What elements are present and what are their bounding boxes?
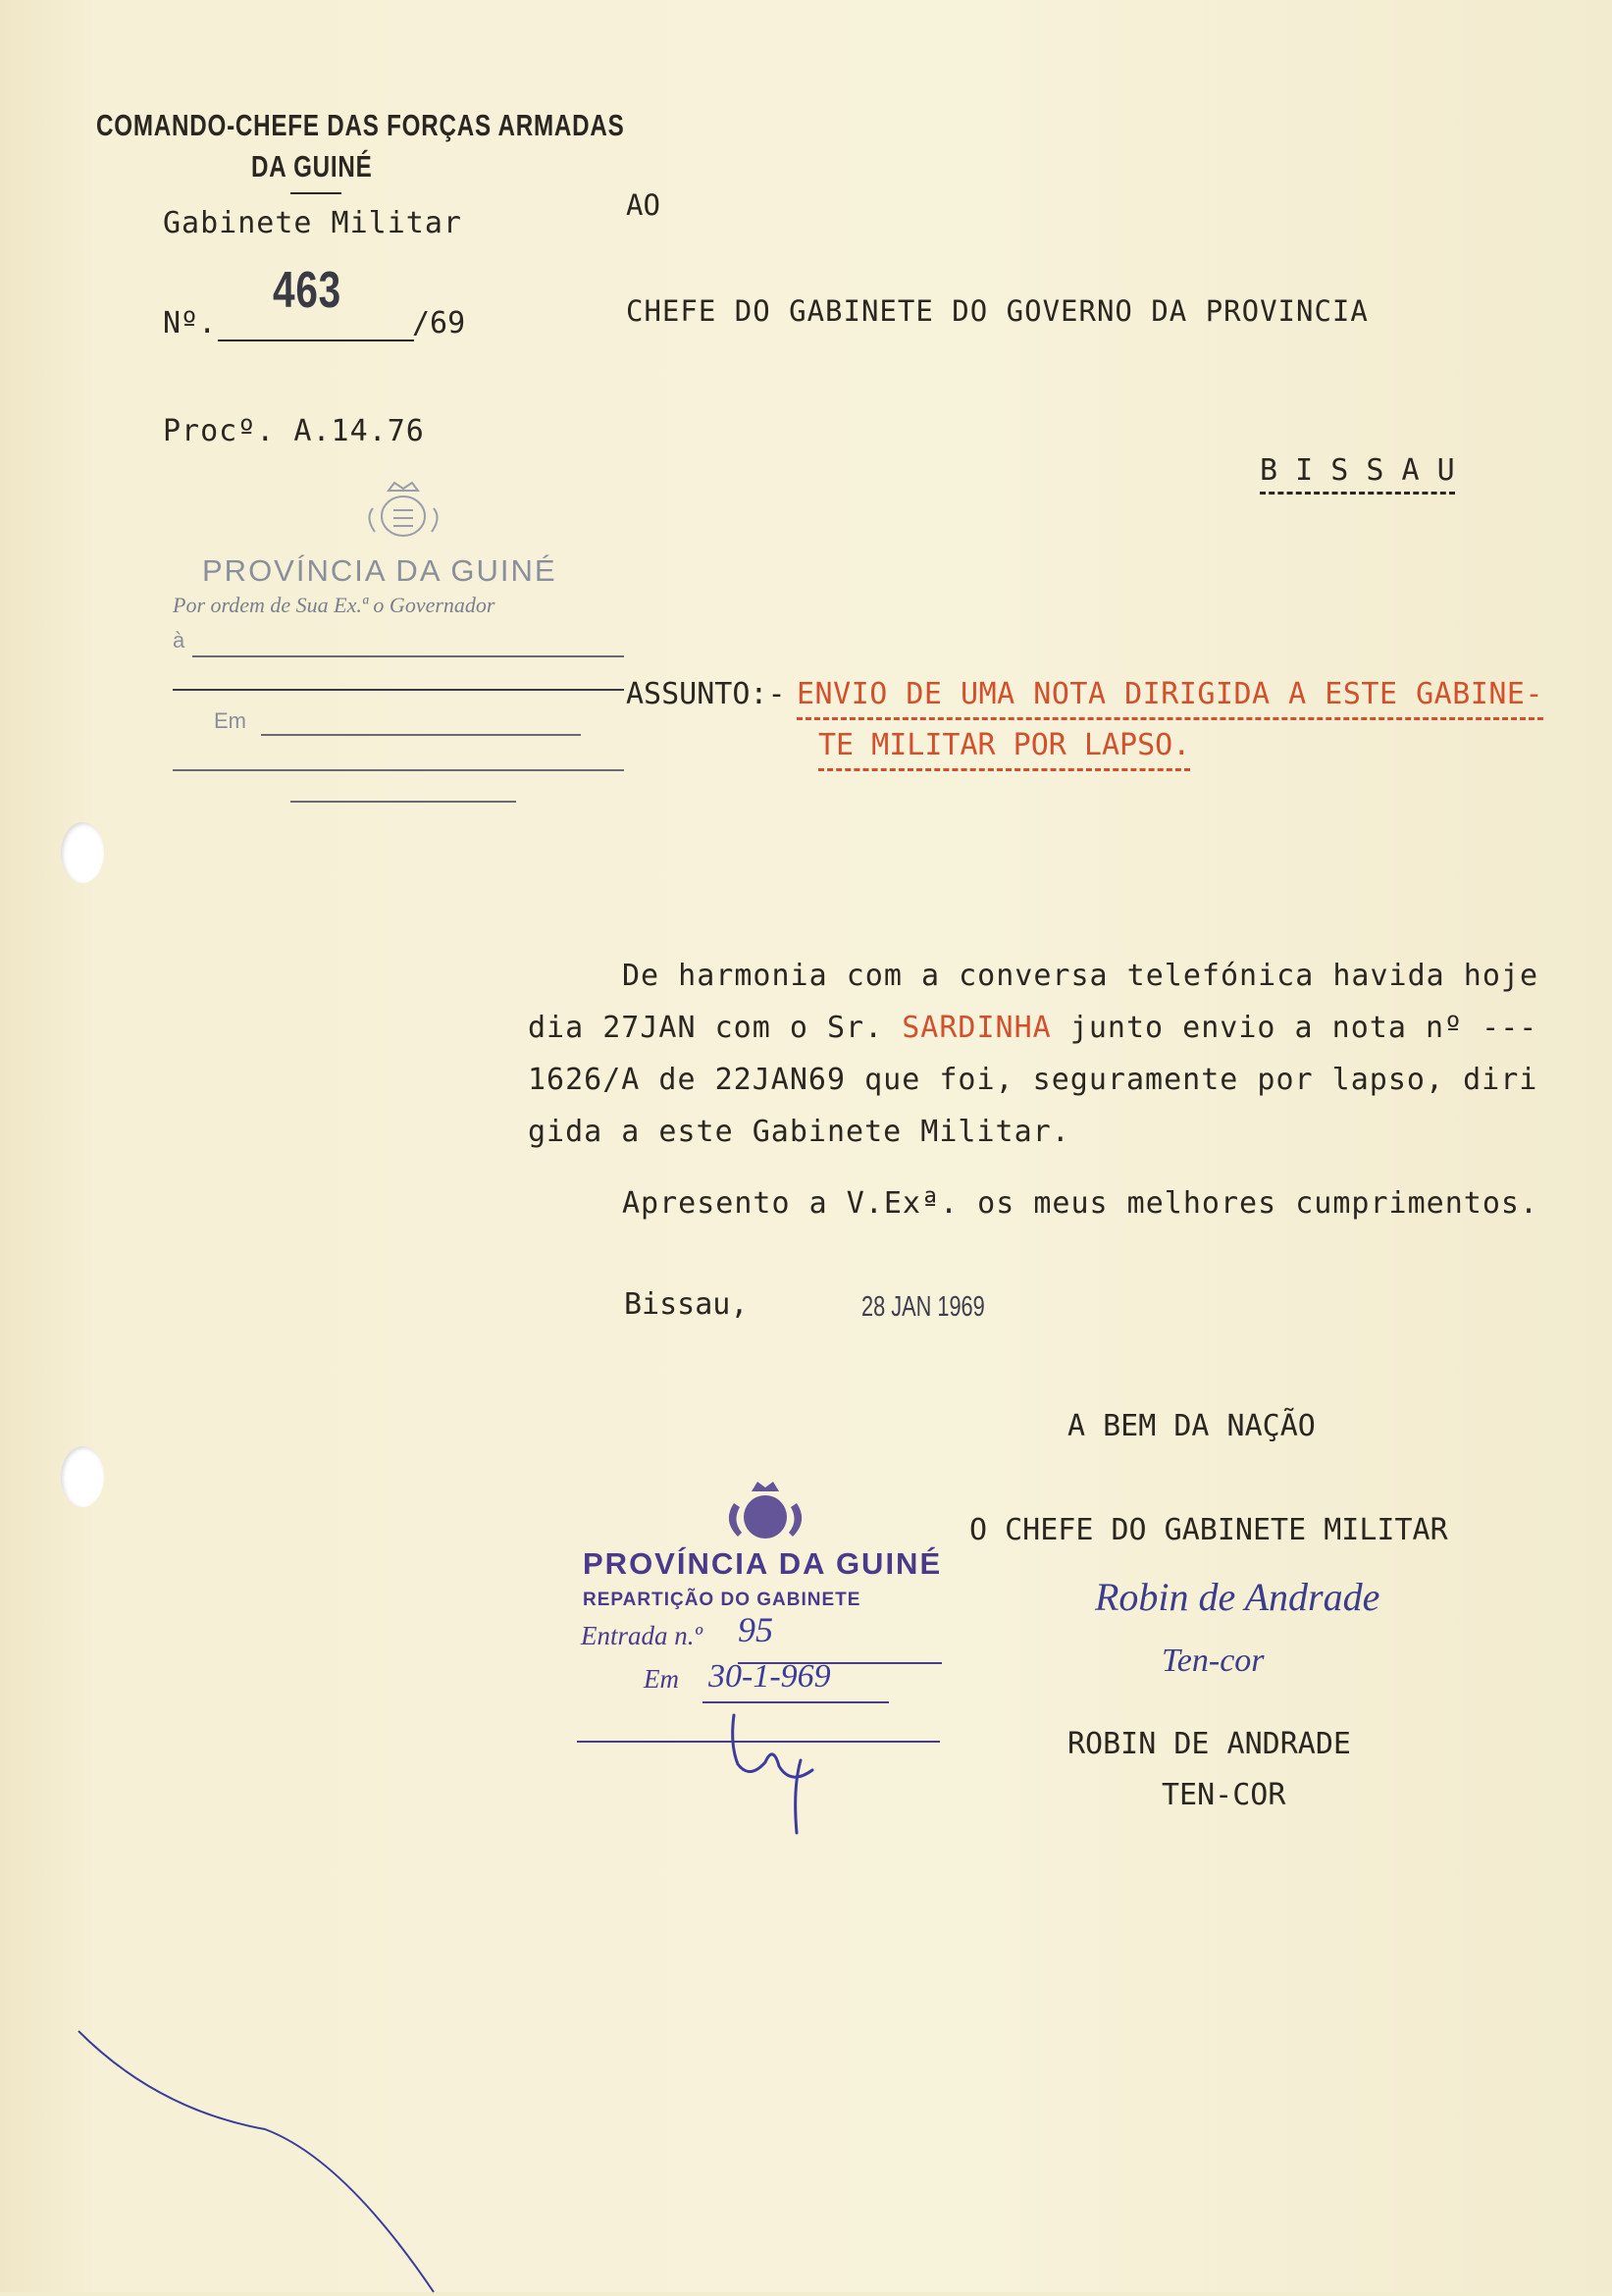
signature: Robin de Andrade [1095,1575,1380,1619]
subject-line-2: TE MILITAR POR LAPSO. [818,728,1190,771]
recipient-city: B I S S A U [1260,453,1455,495]
closing-role: O CHEFE DO GABINETE MILITAR [969,1513,1448,1547]
pen-stroke-mark [69,2021,442,2296]
stamp-initials-scribble [710,1705,848,1843]
subject-line-1: ENVIO DE UMA NOTA DIRIGIDA A ESTE GABINE- [797,677,1543,720]
punch-hole-bottom [61,1446,104,1507]
body-line-2a: dia 27JAN com o Sr. [528,1011,903,1045]
stamp-line-2 [173,689,624,691]
stamp-em-value: 30-1-969 [708,1658,831,1695]
date-stamp: 28 JAN 1969 [861,1291,985,1323]
stamp-entrada-label: Entrada n.º [581,1621,702,1650]
stamp-top-a-label: à [173,628,185,652]
process-number: Procº. A.14.76 [163,414,425,448]
signer-rank: TEN-COR [1162,1778,1286,1812]
recipient-title: CHEFE DO GABINETE DO GOVERNO DA PROVINCIA [626,294,1369,328]
stamp-line-4 [173,769,624,771]
subject-label: ASSUNTO:- [626,677,786,711]
person-name: SARDINHA [902,1011,1052,1045]
stamp-em-line [702,1701,889,1703]
stamp-entrada-value: 95 [738,1610,773,1649]
stamp-top-em-label: Em [214,708,246,733]
body-paragraph-2: Apresento a V.Exª. os meus melhores cumprimentos. [622,1186,1539,1221]
org-line-2: DA GUINÉ [251,149,373,183]
closing-motto: A BEM DA NAÇÃO [1067,1409,1316,1443]
body-line-3: 1626/A de 22JAN69 que foi, seguramente por lapso, diri [528,1063,1538,1097]
coat-of-arms-purple-icon [718,1478,812,1548]
office-label: Gabinete Militar [163,206,462,240]
date-place: Bissau, [624,1287,749,1322]
stamp-line-1 [192,655,624,657]
stamp-line-3 [261,734,581,736]
body-line-1: De harmonia com a conversa telefónica havida hoje [622,959,1539,993]
coat-of-arms-icon [359,479,447,546]
punch-hole-top [61,822,104,883]
stamp-top-line: Por ordem de Sua Ex.ª o Governador [173,593,495,617]
body-line-2 [528,1002,1537,1054]
recipient-to: AO [626,188,660,222]
stamp-top-title: PROVÍNCIA DA GUINÉ [202,553,557,588]
stamp-line-5 [290,801,516,803]
org-underline [290,192,341,194]
org-line-1: COMANDO-CHEFE DAS FORÇAS ARMADAS [96,108,625,142]
number-line [218,339,414,341]
number-value: 463 [273,262,342,319]
body-line-2b: junto envio a nota nº --- [1051,1011,1538,1045]
number-prefix: Nº. [163,306,217,340]
stamp-bottom-title: PROVÍNCIA DA GUINÉ [583,1546,943,1581]
year-suffix: /69 [412,306,466,340]
signature-rank: Ten-cor [1162,1643,1265,1679]
signer-name: ROBIN DE ANDRADE [1067,1727,1351,1761]
body-line-4: gida a este Gabinete Militar. [528,1115,1070,1149]
stamp-em-label: Em [644,1664,679,1694]
stamp-bottom-subtitle: REPARTIÇÃO DO GABINETE [583,1590,861,1610]
